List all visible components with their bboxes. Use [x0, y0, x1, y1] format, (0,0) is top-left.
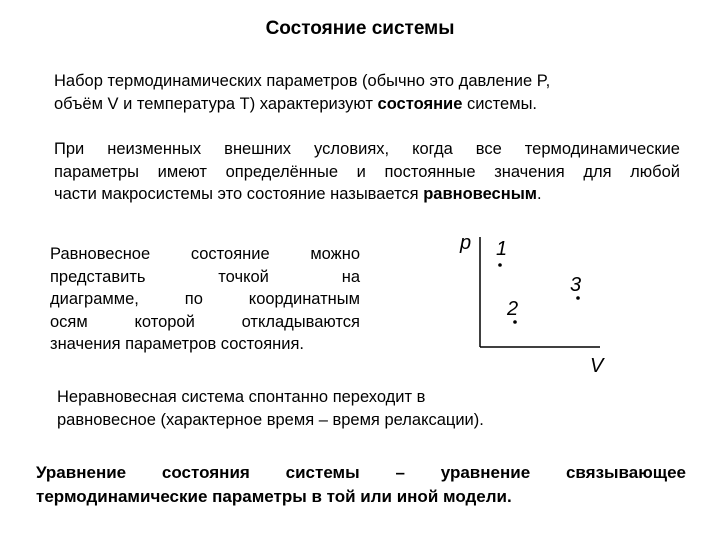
pv-diagram: [440, 225, 620, 380]
term-state: состояние: [377, 94, 463, 113]
text-line: диаграмме, по координатным: [50, 290, 360, 308]
text-line: [54, 183, 680, 206]
point-1: [498, 263, 502, 267]
point-label-1: 1: [496, 238, 508, 260]
point-label-2: 2: [507, 298, 519, 320]
text-line: термодинамические параметры в той или иной модели.: [36, 487, 512, 506]
point-label-3: 3: [570, 274, 582, 296]
text-line: При неизменных внешних условиях, когда все термодинамические: [54, 140, 680, 158]
paragraph-diagram-point: [50, 243, 360, 356]
text-line: Неравновесная система спонтанно переходит в: [57, 388, 426, 406]
paragraph-equation-of-state: [36, 461, 686, 509]
point-2: [513, 320, 517, 324]
text-fragment: объём V и температура T) характеризуют: [54, 94, 378, 113]
text-line: Уравнение состояния системы – уравнение связывающее: [36, 463, 686, 482]
text-line: представить точкой на: [50, 267, 360, 286]
paragraph-nonequilibrium: [57, 386, 617, 431]
text-line: Равновесное состояние можно: [50, 245, 360, 263]
text-line: [54, 93, 684, 116]
x-axis-label: V: [590, 355, 604, 377]
paragraph-equilibrium: [54, 138, 680, 206]
point-3: [576, 296, 580, 300]
page-title: Состояние системы: [265, 18, 455, 39]
text-fragment: .: [537, 185, 542, 203]
text-line: параметры имеют определённые и постоянные значения для любой: [54, 162, 680, 181]
text-line: Набор термодинамических параметров (обычно это давление P,: [54, 72, 551, 90]
paragraph-state-definition: [54, 70, 684, 115]
y-axis-label: p: [460, 232, 472, 254]
text-fragment: части макросистемы это состояние называется: [54, 185, 424, 203]
text-line: осям которой откладываются: [50, 312, 360, 331]
text-line: значения параметров состояния.: [50, 335, 305, 353]
text-fragment: системы.: [462, 94, 538, 113]
text-line: равновесное (характерное время – время релаксации).: [57, 410, 484, 429]
term-equilibrium: равновесным: [423, 185, 537, 203]
